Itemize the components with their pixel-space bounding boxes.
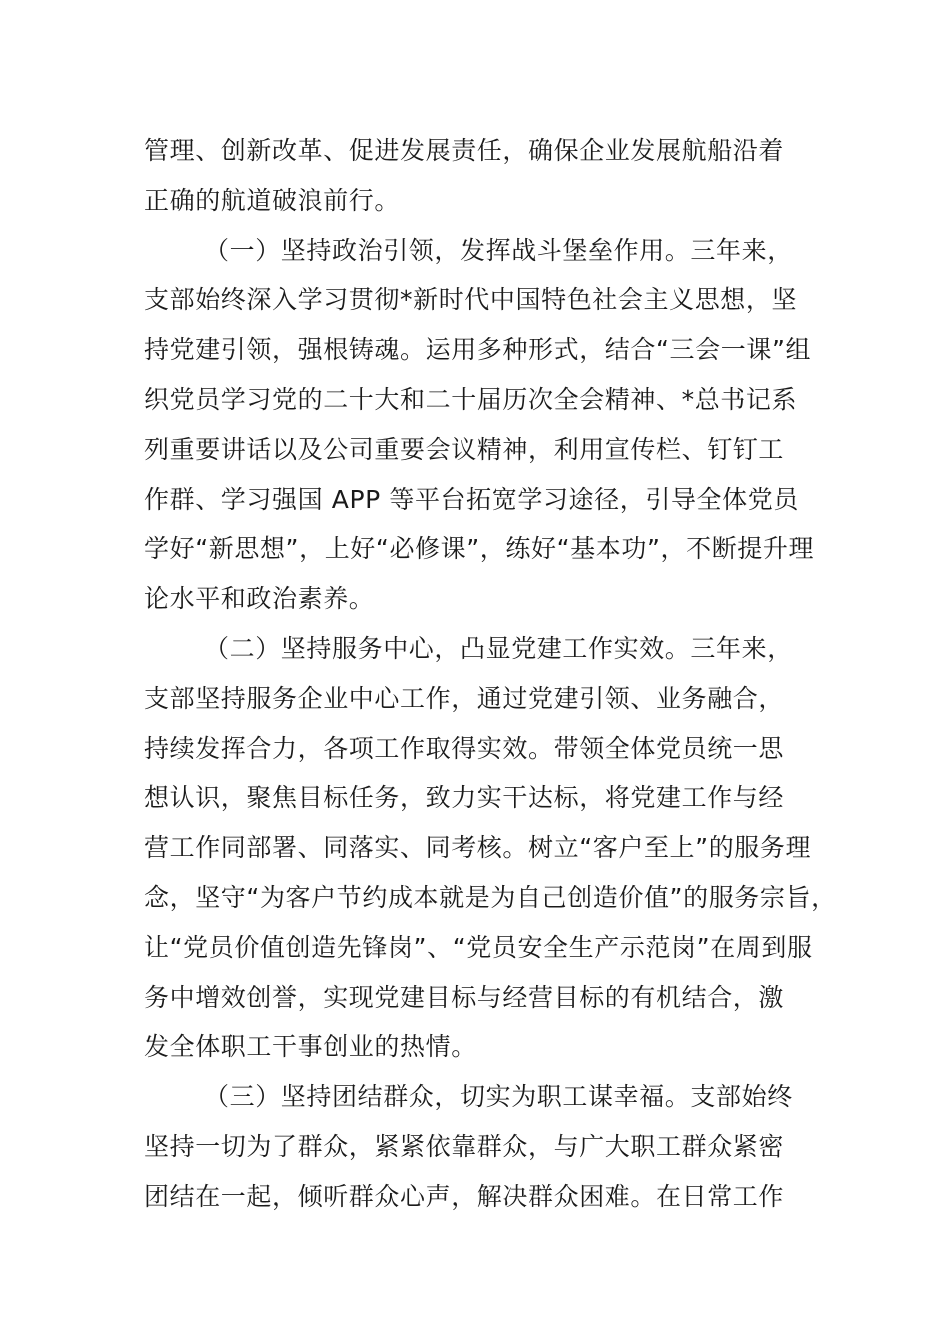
- text-line: 正确的航道破浪前行。: [144, 185, 401, 215]
- text-line: 作群、学习强国 APP 等平台拓宽学习途径，引导全体党员: [144, 484, 799, 514]
- text-line: 支部坚持服务企业中心工作，通过党建引领、业务融合，: [144, 683, 785, 713]
- text-line: 织党员学习党的二十大和二十届历次全会精神、*总书记系: [144, 384, 798, 414]
- text-line: 念，坚守“为客户节约成本就是为自己创造价值”的服务宗旨，: [144, 882, 837, 912]
- text-line: 列重要讲话以及公司重要会议精神，利用宣传栏、钉钉工: [144, 434, 785, 464]
- section-heading-line: （三）坚持团结群众，切实为职工谋幸福。支部始终: [204, 1082, 793, 1112]
- text-line: 营工作同部署、同落实、同考核。树立“客户至上”的服务理: [144, 833, 812, 863]
- text-line: 学好“新思想”，上好“必修课”，练好“基本功”，不断提升理: [144, 534, 815, 564]
- text-line: 让“党员价值创造先锋岗”、“党员安全生产示范岗”在周到服: [144, 932, 813, 962]
- text-line: 想认识，聚焦目标任务，致力实干达标，将党建工作与经: [144, 783, 785, 813]
- section-heading-line: （二）坚持服务中心，凸显党建工作实效。三年来，: [204, 633, 793, 663]
- text-line: 支部始终深入学习贯彻*新时代中国特色社会主义思想，坚: [144, 285, 798, 315]
- section-heading-line: （一）坚持政治引领，发挥战斗堡垒作用。三年来，: [204, 235, 793, 265]
- document-body: [144, 126, 837, 1222]
- text-line: 管理、创新改革、促进发展责任，确保企业发展航船沿着: [144, 136, 785, 165]
- text-line: 坚持一切为了群众，紧紧依靠群众，与广大职工群众紧密: [144, 1131, 785, 1161]
- text-line: 持续发挥合力，各项工作取得实效。带领全体党员统一思: [144, 733, 785, 763]
- text-line: 团结在一起，倾听群众心声，解决群众困难。在日常工作: [144, 1181, 785, 1211]
- text-line: 务中增效创誉，实现党建目标与经营目标的有机结合，激: [144, 982, 785, 1012]
- text-line: 发全体职工干事创业的热情。: [144, 1032, 477, 1062]
- text-line: 持党建引领，强根铸魂。运用多种形式，结合“三会一课”组: [144, 335, 812, 365]
- text-line: 论水平和政治素养。: [144, 584, 375, 614]
